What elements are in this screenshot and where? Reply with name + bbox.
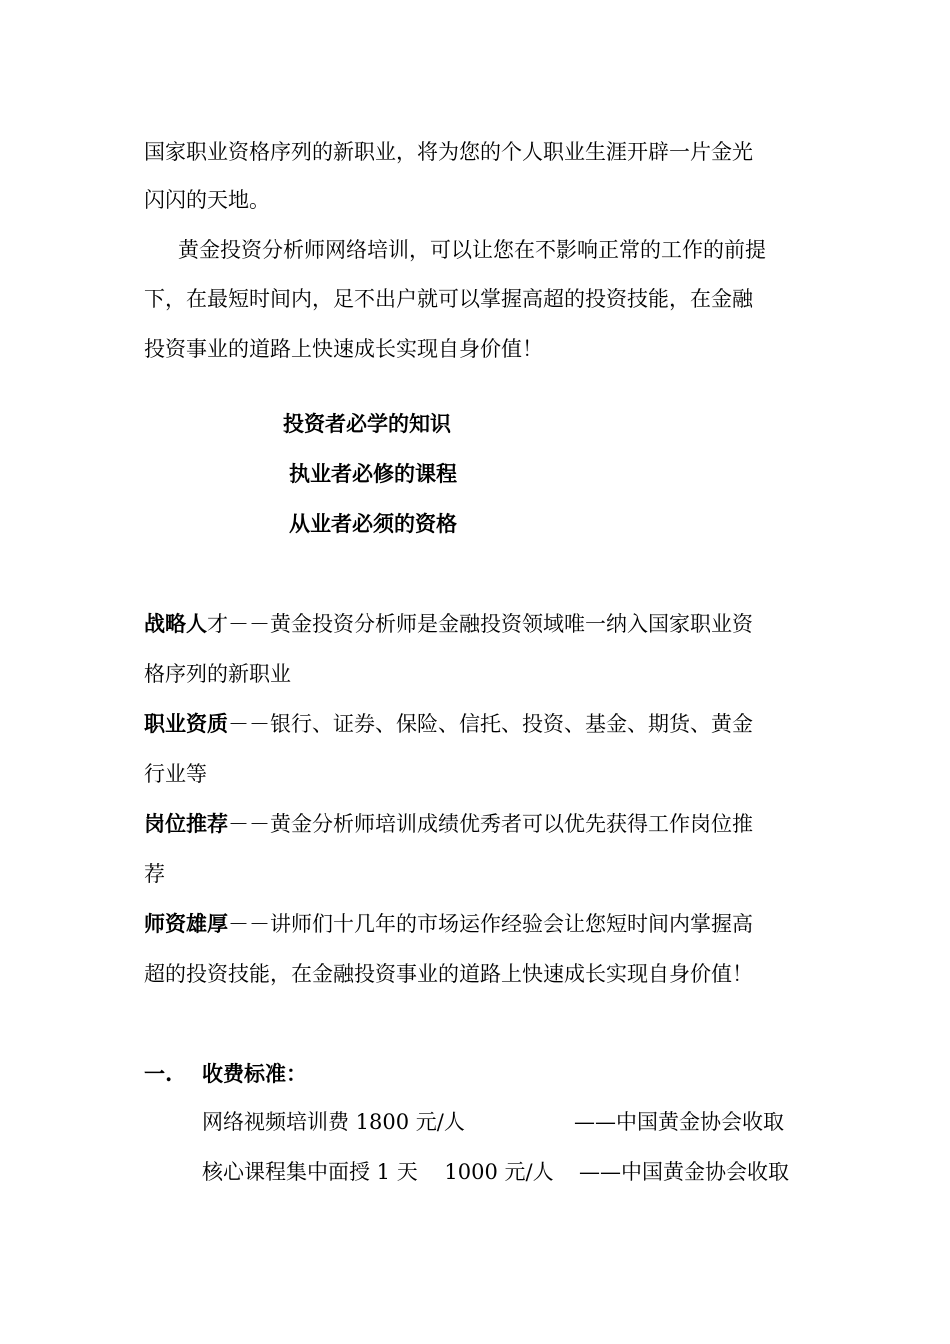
intro-p2-line-2: 下，在最短时间内，足不出户就可以掌握高超的投资技能，在金融 [144, 287, 753, 311]
feature-1-line-1 [144, 610, 814, 638]
feature-4-head: 师资雄厚 [144, 911, 228, 936]
feature-1-text: 才－－黄金投资分析师是金融投资领域唯一纳入国家职业资 [207, 612, 753, 636]
slogan-2: 执业者必修的课程 [289, 461, 457, 486]
fee-row-2-collector: ——中国黄金协会收取 [579, 1160, 789, 1184]
intro-line-1: 国家职业资格序列的新职业，将为您的个人职业生涯开辟一片金光 [144, 140, 753, 164]
feature-3-line-1 [144, 810, 814, 838]
slogan-3: 从业者必须的资格 [289, 511, 457, 536]
feature-4-text: －－讲师们十几年的市场运作经验会让您短时间内掌握高 [228, 912, 753, 936]
slogan-1: 投资者必学的知识 [283, 411, 451, 436]
intro-p2-line-3: 投资事业的道路上快速成长实现自身价值！ [144, 337, 543, 361]
feature-2-head: 职业资质 [144, 711, 228, 736]
intro-p2-line-1: 黄金投资分析师网络培训，可以让您在不影响正常的工作的前提 [178, 238, 766, 262]
fees-section-title: 收费标准： [202, 1061, 307, 1086]
fee-row-2-item: 核心课程集中面授 1 天 1000 元/人 [202, 1160, 554, 1184]
fee-row-1-collector: ——中国黄金协会收取 [574, 1110, 784, 1134]
feature-4-line-1 [144, 910, 814, 938]
feature-2-text: －－银行、证券、保险、信托、投资、基金、期货、黄金 [228, 712, 753, 736]
feature-1-head: 战略人 [144, 611, 207, 636]
intro-line-2: 闪闪的天地。 [144, 188, 270, 212]
feature-1-line-2: 格序列的新职业 [144, 662, 291, 686]
feature-4-line-2: 超的投资技能，在金融投资事业的道路上快速成长实现自身价值！ [144, 962, 753, 986]
feature-2-line-1 [144, 710, 814, 738]
fees-section-number: 一. [144, 1061, 173, 1086]
feature-3-text: －－黄金分析师培训成绩优秀者可以优先获得工作岗位推 [228, 812, 753, 836]
feature-3-head: 岗位推荐 [144, 811, 228, 836]
fee-row-1-item: 网络视频培训费 1800 元/人 [202, 1110, 465, 1134]
feature-3-line-2: 荐 [144, 862, 165, 886]
feature-2-line-2: 行业等 [144, 762, 207, 786]
